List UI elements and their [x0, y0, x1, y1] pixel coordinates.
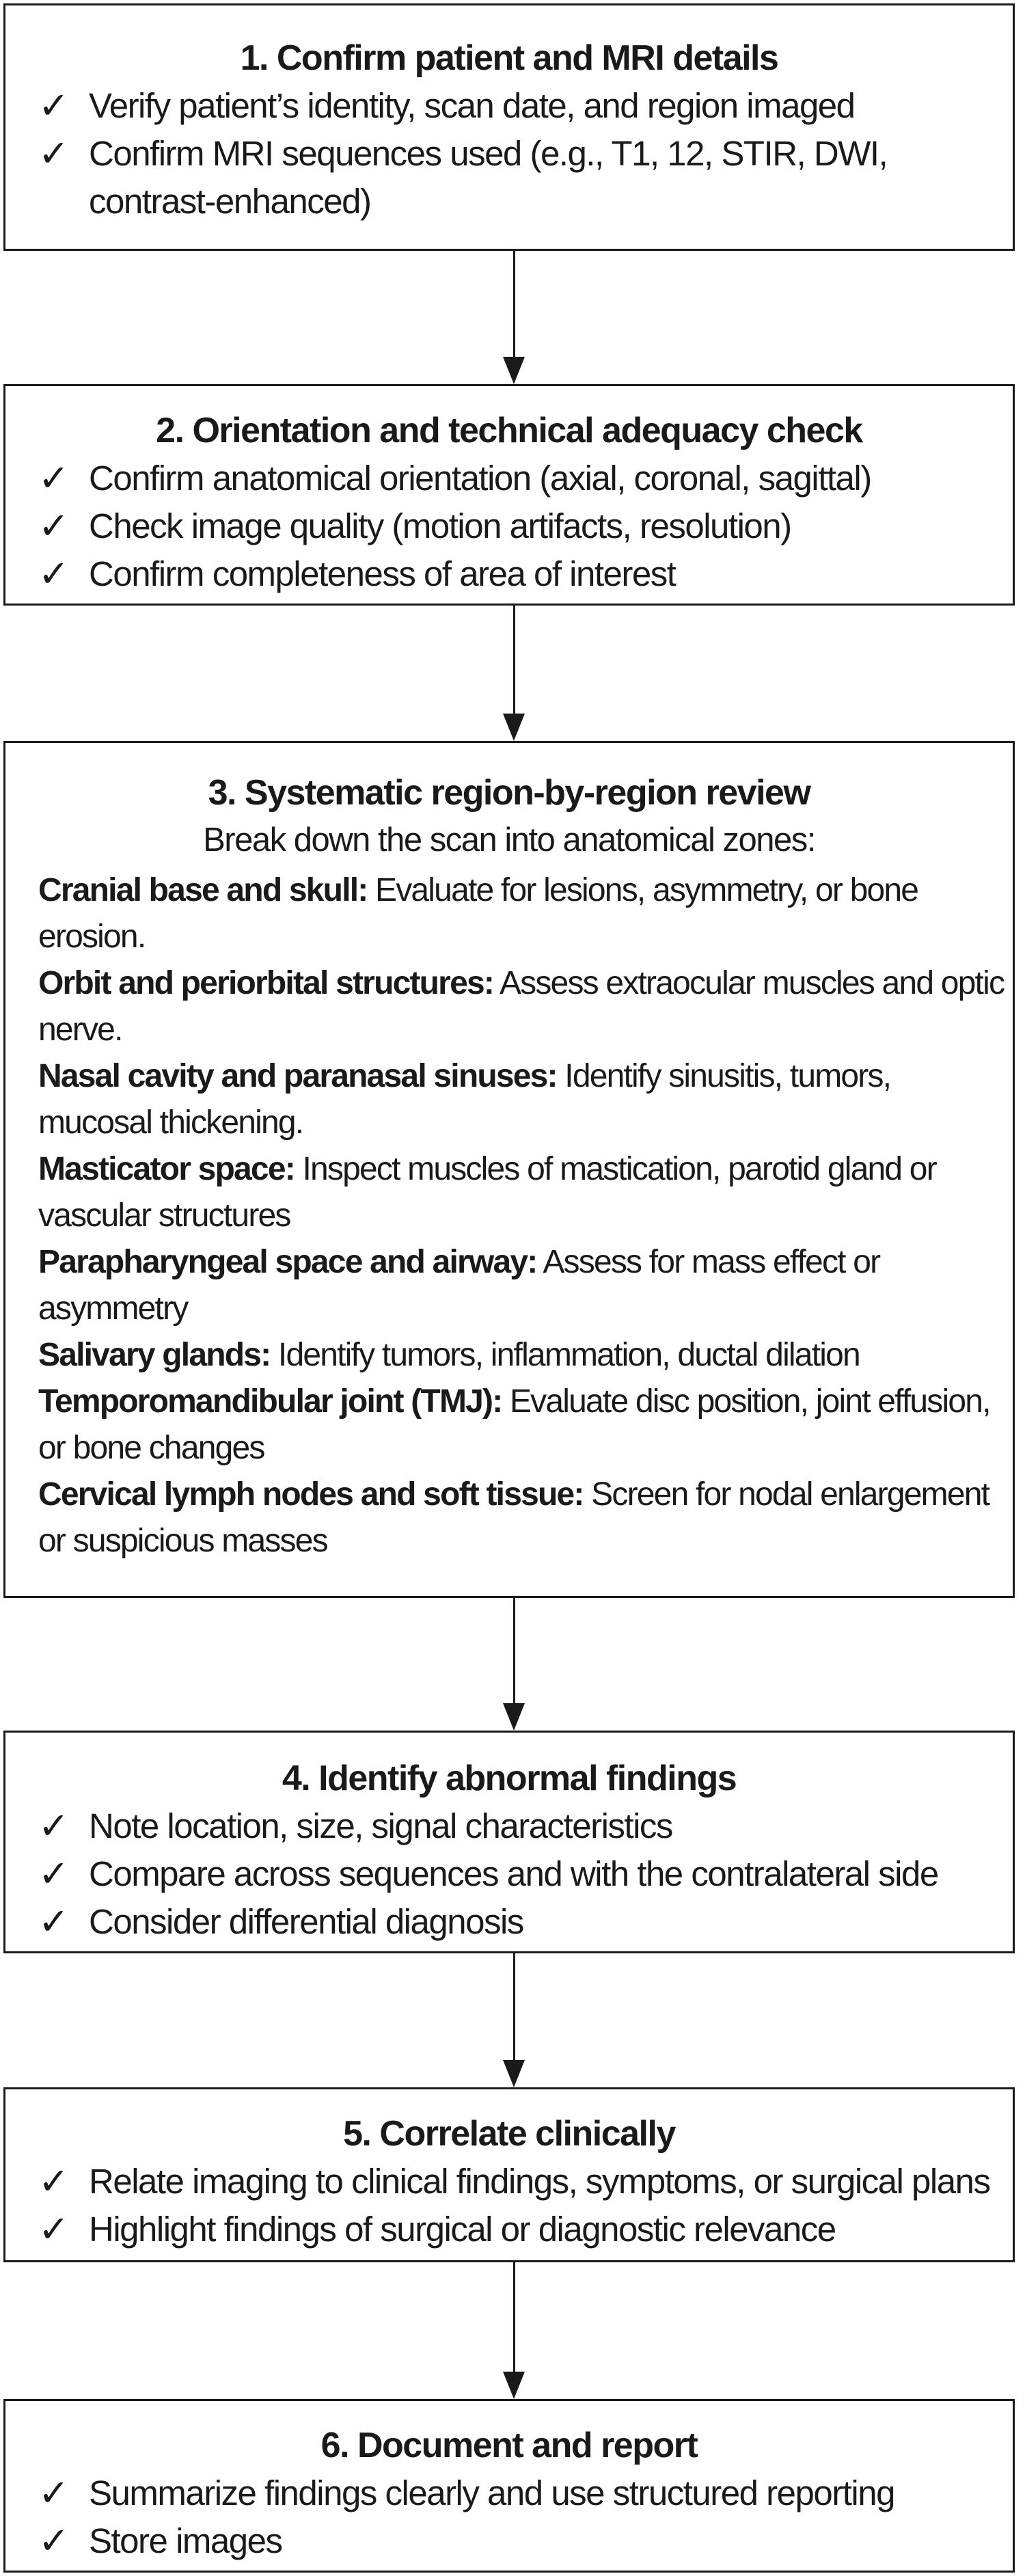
step-5-title: 5. Correlate clinically [343, 2114, 675, 2154]
region-desc: Assess for mass effect or asymmetry [38, 1244, 880, 1327]
step-2-box [3, 384, 1015, 606]
region-item-cervical-lymph [38, 1472, 1013, 1564]
check-icon: ✓ [38, 2160, 68, 2203]
region-desc: Inspect muscles of mastication, parotid gland or vascular structures [38, 1151, 936, 1234]
region-desc: Assess extraocular muscles and optic nerve. [38, 965, 1004, 1048]
region-name: Salivary glands: [38, 1337, 271, 1373]
check-icon: ✓ [38, 504, 68, 547]
step-2-item-3-text: Confirm completeness of area of interest [89, 554, 676, 593]
step-1-checklist [5, 82, 1013, 226]
check-icon: ✓ [38, 1900, 68, 1943]
arrow-head-icon [503, 714, 525, 741]
step-1-title: 1. Confirm patient and MRI details [240, 38, 778, 78]
check-icon: ✓ [38, 2471, 68, 2514]
step-2-checklist [5, 455, 1013, 598]
region-name: Orbit and periorbital structures: [38, 965, 494, 1001]
step-2-item-2-text: Check image quality (motion artifacts, resolution) [89, 506, 791, 545]
step-2-item-1 [38, 455, 1013, 502]
region-desc: Evaluate for lesions, asymmetry, or bone erosion. [38, 872, 918, 955]
arrow-head-icon [503, 2060, 525, 2087]
step-1-item-2 [38, 130, 1013, 226]
region-item-salivary-glands [38, 1332, 1013, 1379]
step-6-checklist [5, 2469, 1013, 2565]
step-4-item-2-text: Compare across sequences and with the contralateral side [89, 1854, 938, 1893]
region-desc: Screen for nodal enlargement or suspicious masses [38, 1476, 989, 1559]
step-6-item-1-text: Summarize findings clearly and use structured reporting [89, 2473, 894, 2512]
step-6-item-1 [38, 2469, 1013, 2517]
region-name: Cranial base and skull: [38, 872, 368, 908]
step-5-item-2-text: Highlight findings of surgical or diagnostic relevance [89, 2210, 836, 2249]
region-name: Cervical lymph nodes and soft tissue: [38, 1476, 584, 1513]
check-icon: ✓ [38, 2519, 68, 2562]
region-item-masticator-space [38, 1146, 1013, 1239]
region-desc: Evaluate disc position, joint effusion, or bone changes [38, 1383, 990, 1466]
step-1-item-1 [38, 82, 1013, 130]
step-1-item-2-text: Confirm MRI sequences used (e.g., T1, 12, STIR, DWI, contrast-enhanced) [89, 134, 888, 221]
step-4-item-1-text: Note location, size, signal characteristics [89, 1806, 672, 1845]
step-6-item-2 [38, 2517, 1013, 2565]
step-5-item-2 [38, 2206, 1013, 2253]
step-1-item-1-text: Verify patient’s identity, scan date, and region imaged [89, 86, 855, 125]
step-6-box [3, 2399, 1015, 2573]
step-5-item-1-text: Relate imaging to clinical findings, symptoms, or surgical plans [89, 2162, 990, 2201]
step-4-item-1 [38, 1802, 1013, 1850]
step-4-checklist [5, 1802, 1013, 1946]
step-5-item-1 [38, 2158, 1013, 2206]
check-icon: ✓ [38, 552, 68, 595]
region-item-parapharyngeal [38, 1239, 1013, 1332]
check-icon: ✓ [38, 457, 68, 500]
check-icon: ✓ [38, 1852, 68, 1895]
step-2-item-3 [38, 550, 1013, 598]
step-4-item-3-text: Consider differential diagnosis [89, 1902, 523, 1941]
region-item-nasal-cavity [38, 1053, 1013, 1146]
arrow-head-icon [503, 1703, 525, 1731]
step-5-box [3, 2087, 1015, 2262]
step-2-item-1-text: Confirm anatomical orientation (axial, coronal, sagittal) [89, 459, 871, 498]
step-6-item-2-text: Store images [89, 2521, 282, 2560]
step-4-item-3 [38, 1898, 1013, 1946]
region-name: Temporomandibular joint (TMJ): [38, 1383, 502, 1420]
region-list [5, 867, 1013, 1564]
region-name: Parapharyngeal space and airway: [38, 1244, 537, 1280]
step-3-box [3, 741, 1015, 1598]
region-name: Masticator space: [38, 1151, 295, 1187]
check-icon: ✓ [38, 84, 68, 127]
check-icon: ✓ [38, 1804, 68, 1847]
step-3-subtitle: Break down the scan into anatomical zones: [203, 822, 815, 858]
region-name: Nasal cavity and paranasal sinuses: [38, 1058, 557, 1094]
region-item-tmj [38, 1379, 1013, 1472]
step-3-title: 3. Systematic region-by-region review [208, 773, 810, 813]
check-icon: ✓ [38, 2208, 68, 2251]
region-desc: Identify tumors, inflammation, ductal dilation [277, 1337, 860, 1373]
step-2-title: 2. Orientation and technical adequacy check [156, 411, 862, 450]
region-item-cranial-base [38, 867, 1013, 960]
step-4-title: 4. Identify abnormal findings [282, 1759, 737, 1798]
check-icon: ✓ [38, 132, 68, 175]
region-desc: Identify sinusitis, tumors, mucosal thickening. [38, 1058, 891, 1141]
step-4-item-2 [38, 1850, 1013, 1898]
step-5-checklist [5, 2158, 1013, 2253]
step-2-item-2 [38, 502, 1013, 550]
arrow-head-icon [503, 2372, 525, 2399]
step-4-box [3, 1731, 1015, 1953]
step-6-title: 6. Document and report [320, 2426, 698, 2465]
region-item-orbit [38, 960, 1013, 1053]
step-1-box [3, 3, 1015, 251]
arrow-head-icon [503, 357, 525, 384]
